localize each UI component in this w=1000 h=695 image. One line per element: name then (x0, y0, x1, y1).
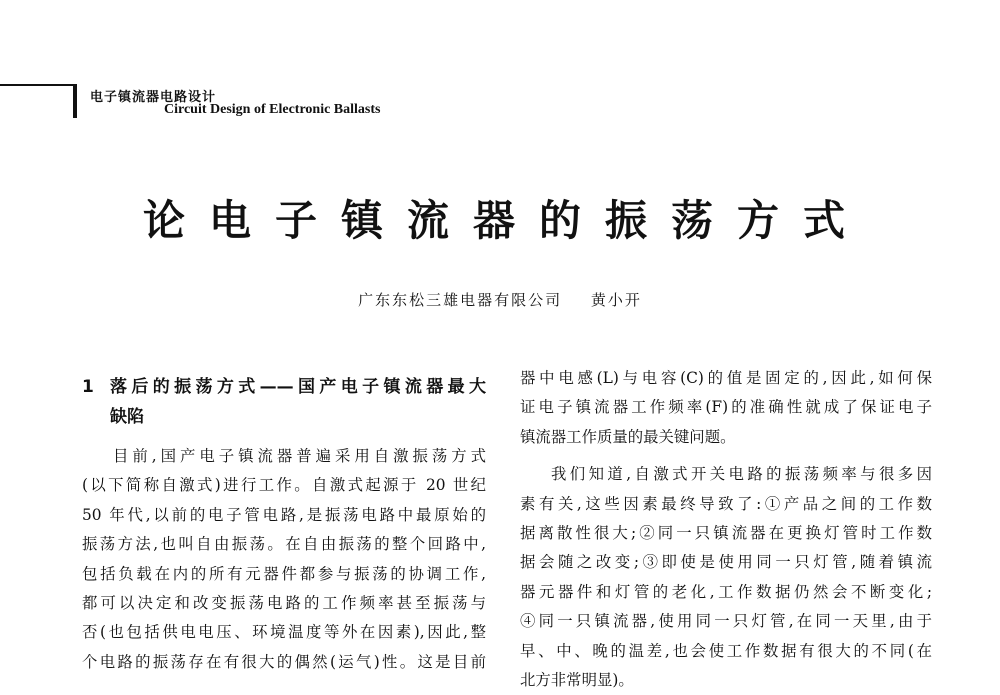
author-organization: 广东东松三雄电器有限公司 (358, 291, 563, 309)
section-number: 1 (82, 377, 94, 397)
text-line: 否(也包括供电电压、环境温度等外在因素),因此,整 (82, 623, 486, 642)
text-line: (以下简称自激式)进行工作。自激式起源于 20 世纪 (82, 476, 486, 495)
journal-title-cn: 电子镇流器电路设计 (90, 90, 217, 105)
text-line: ④同一只镇流器,使用同一只灯管,在同一天里,由于 (520, 612, 932, 631)
text-line: 证电子镇流器工作频率(F)的准确性就成了保证电子 (520, 398, 932, 417)
body-paragraph (520, 364, 932, 452)
text-line: 器元器件和灯管的老化,工作数据仍然会不断变化; (520, 582, 932, 601)
text-line: 目前,国产电子镇流器普遍采用自激振荡方式 (113, 447, 486, 465)
text-line: 我们知道,自激式开关电路的振荡频率与很多因 (551, 465, 932, 484)
text-line: 据离散性很大;②同一只镇流器在更换灯管时工作数 (520, 524, 932, 543)
text-line: 都可以决定和改变振荡电路的工作频率甚至振荡与 (82, 594, 486, 613)
text-line: 素有关,这些因素最终导致了:①产品之间的工作数 (520, 494, 932, 513)
section-title-line: 落后的振荡方式——国产电子镇流器最大 (110, 377, 486, 397)
text-line: 北方非常明显)。 (520, 671, 634, 690)
article-title: 论电子镇流器的振荡方式 (142, 196, 869, 245)
section-heading (82, 372, 486, 432)
text-line: 镇流器工作质量的最关键问题。 (520, 427, 736, 446)
section-title (110, 372, 486, 432)
text-line: 50 年代,以前的电子管电路,是振荡电路中最原始的 (82, 505, 486, 524)
section-title-line: 缺陷 (110, 407, 144, 427)
header-rule (0, 84, 74, 86)
header-bar (73, 84, 77, 118)
text-line: 包括负载在内的所有元器件都参与振荡的协调工作, (82, 564, 486, 583)
body-paragraph (82, 442, 486, 677)
left-column (82, 364, 486, 677)
text-line: 器中电感(L)与电容(C)的值是固定的,因此,如何保 (520, 369, 932, 387)
author-name: 黄小开 (590, 291, 642, 309)
right-column (520, 364, 932, 695)
text-line: 早、中、晚的温差,也会使工作数据有很大的不同(在 (520, 641, 932, 660)
byline (0, 289, 1000, 310)
text-line: 振荡方法,也叫自由振荡。在自由振荡的整个回路中, (82, 535, 486, 554)
body-paragraph (520, 460, 932, 695)
journal-title-en: Circuit Design of Electronic Ballasts (164, 102, 381, 117)
text-line: 个电路的振荡存在有很大的偶然(运气)性。这是目前 (82, 652, 486, 671)
text-line: 据会随之改变;③即使是使用同一只灯管,随着镇流 (520, 553, 932, 572)
